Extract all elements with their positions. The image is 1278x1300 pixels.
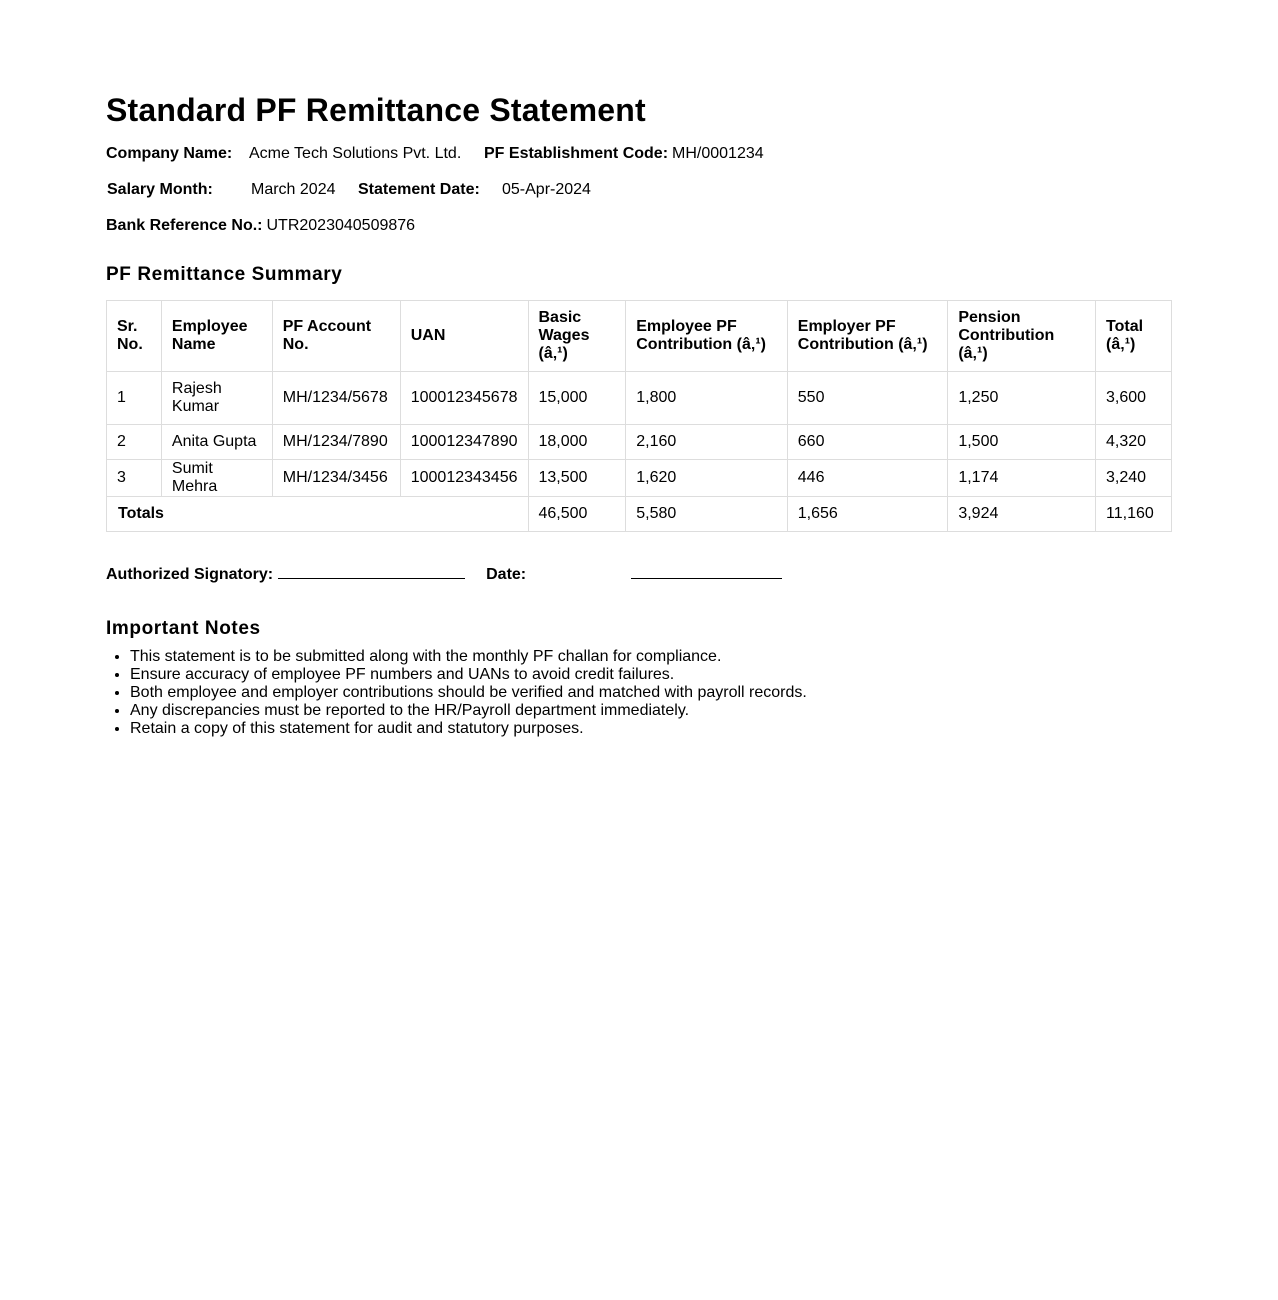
meta-row-bank bbox=[106, 216, 1172, 252]
list-item: • Retain a copy of this statement for audit and statutory purposes. bbox=[130, 720, 1172, 738]
establishment-code-label: PF Establishment Code: bbox=[484, 145, 669, 162]
total-employee-pf: 5,580 bbox=[626, 497, 788, 532]
signatory-line bbox=[278, 562, 465, 579]
totals-label: Totals bbox=[107, 497, 529, 532]
notes-heading: Important Notes bbox=[106, 618, 261, 639]
meta-row-month bbox=[106, 180, 1172, 216]
col-header-pension: Pension Contribution (â‚¹) bbox=[948, 301, 1096, 372]
company-name-value: Acme Tech Solutions Pvt. Ltd. bbox=[249, 145, 462, 162]
cell-sr-no: 2 bbox=[107, 425, 162, 460]
cell-uan: 100012345678 bbox=[400, 372, 528, 425]
total-basic-wages: 46,500 bbox=[528, 497, 626, 532]
statement-date-label: Statement Date: bbox=[358, 181, 480, 198]
bank-reference-value: UTR2023040509876 bbox=[266, 217, 416, 234]
notes-list bbox=[106, 648, 1172, 738]
signature-row bbox=[106, 562, 1172, 582]
date-line bbox=[631, 562, 782, 579]
cell-employee-pf: 1,620 bbox=[626, 460, 788, 497]
cell-pf-account: MH/1234/3456 bbox=[272, 460, 400, 497]
cell-employee-pf: 2,160 bbox=[626, 425, 788, 460]
col-header-pf-account: PF Account No. bbox=[272, 301, 400, 372]
cell-employer-pf: 660 bbox=[787, 425, 948, 460]
cell-employee-pf: 1,800 bbox=[626, 372, 788, 425]
cell-sr-no: 1 bbox=[107, 372, 162, 425]
company-name-label: Company Name: bbox=[106, 145, 233, 162]
page-title: Standard PF Remittance Statement bbox=[106, 92, 646, 128]
total-grand: 11,160 bbox=[1096, 497, 1172, 532]
total-employer-pf: 1,656 bbox=[787, 497, 948, 532]
cell-basic-wages: 13,500 bbox=[528, 460, 626, 497]
cell-total: 4,320 bbox=[1096, 425, 1172, 460]
table-row bbox=[107, 372, 1172, 425]
cell-uan: 100012343456 bbox=[400, 460, 528, 497]
list-item: • This statement is to be submitted along with the monthly PF challan for compliance. bbox=[130, 648, 1172, 666]
cell-total: 3,600 bbox=[1096, 372, 1172, 425]
cell-employer-pf: 550 bbox=[787, 372, 948, 425]
authorized-signatory-label: Authorized Signatory: bbox=[106, 566, 274, 583]
table-header-row bbox=[107, 301, 1172, 372]
table-totals-row bbox=[107, 497, 1172, 532]
total-pension: 3,924 bbox=[948, 497, 1096, 532]
table-row bbox=[107, 460, 1172, 497]
table-row bbox=[107, 425, 1172, 460]
statement-date-value: 05-Apr-2024 bbox=[502, 181, 591, 198]
cell-employee-name: Anita Gupta bbox=[161, 425, 272, 460]
list-item: • Any discrepancies must be reported to the HR/Payroll department immediately. bbox=[130, 702, 1172, 720]
cell-uan: 100012347890 bbox=[400, 425, 528, 460]
col-header-sr-no: Sr. No. bbox=[107, 301, 162, 372]
cell-employee-name: Sumit Mehra bbox=[161, 460, 272, 497]
signature-date-label: Date: bbox=[486, 566, 527, 583]
salary-month-label: Salary Month: bbox=[107, 181, 213, 198]
cell-sr-no: 3 bbox=[107, 460, 162, 497]
cell-employer-pf: 446 bbox=[787, 460, 948, 497]
col-header-employer-pf: Employer PF Contribution (â‚¹) bbox=[787, 301, 948, 372]
summary-heading: PF Remittance Summary bbox=[106, 264, 343, 285]
meta-row-company bbox=[106, 144, 1172, 180]
salary-month-value: March 2024 bbox=[251, 181, 336, 198]
col-header-uan: UAN bbox=[400, 301, 528, 372]
cell-total: 3,240 bbox=[1096, 460, 1172, 497]
cell-pension: 1,500 bbox=[948, 425, 1096, 460]
cell-pf-account: MH/1234/7890 bbox=[272, 425, 400, 460]
cell-basic-wages: 18,000 bbox=[528, 425, 626, 460]
cell-pension: 1,174 bbox=[948, 460, 1096, 497]
col-header-total: Total (â‚¹) bbox=[1096, 301, 1172, 372]
col-header-basic-wages: Basic Wages (â‚¹) bbox=[528, 301, 626, 372]
list-item: • Ensure accuracy of employee PF numbers and UANs to avoid credit failures. bbox=[130, 666, 1172, 684]
cell-employee-name: Rajesh Kumar bbox=[161, 372, 272, 425]
bank-reference-label: Bank Reference No.: bbox=[106, 217, 263, 234]
list-item: • Both employee and employer contributions should be verified and matched with payroll records. bbox=[130, 684, 1172, 702]
col-header-employee-pf: Employee PF Contribution (â‚¹) bbox=[626, 301, 788, 372]
cell-pension: 1,250 bbox=[948, 372, 1096, 425]
remittance-table bbox=[106, 300, 1172, 532]
cell-basic-wages: 15,000 bbox=[528, 372, 626, 425]
col-header-employee-name: Employee Name bbox=[161, 301, 272, 372]
cell-pf-account: MH/1234/5678 bbox=[272, 372, 400, 425]
establishment-code-value: MH/0001234 bbox=[672, 145, 764, 162]
